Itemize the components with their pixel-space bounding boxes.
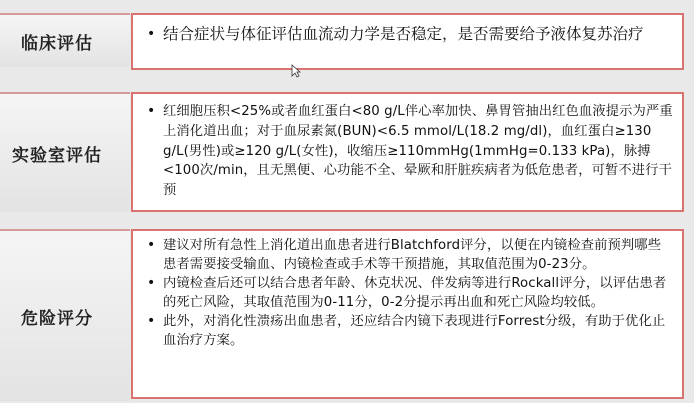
bullet-icon: • bbox=[147, 237, 156, 253]
lab-assessment-text: 红细胞压积<25%或者血红蛋白<80 g/L伴心率加快、鼻胃管抽出红色血液提示为严重上消化道出血；对于血尿素氮(BUN)<6.5 mmol/L(18.2 mg/dl)，血红蛋白≥130 g/L(男性)或≥120 g/L(女性)，收缩压≥110mmHg(1mmHg=0.133 kPa)，脉搏<100次/min，且无黑便、心功能不全、晕厥和肝脏疾病者为低危患者，可暂不进行干预 bbox=[163, 104, 673, 199]
lab-assessment-list bbox=[141, 102, 674, 201]
list-item bbox=[141, 312, 674, 350]
lab-assessment-box bbox=[131, 92, 684, 212]
bullet-icon: • bbox=[147, 275, 156, 291]
risk-score-label: 危险评分 bbox=[21, 308, 93, 329]
blatchford-text: 建议对所有急性上消化道出血患者进行Blatchford评分，以便在内镜检查前预判哪些患者需要接受输血、内镜检查或手术等干预措施，其取值范围为0-23分。 bbox=[163, 238, 662, 272]
clinical-assessment-text: 结合症状与体征评估血流动力学是否稳定，是否需要给予液体复苏治疗 bbox=[163, 25, 644, 43]
list-item bbox=[141, 102, 674, 201]
lab-assessment-label: 实验室评估 bbox=[12, 145, 102, 166]
bullet-icon: • bbox=[147, 26, 156, 42]
clinical-assessment-label: 临床评估 bbox=[21, 33, 93, 54]
risk-score-list bbox=[141, 236, 674, 350]
bullet-icon: • bbox=[147, 313, 156, 329]
risk-score-box bbox=[131, 229, 684, 399]
lab-assessment-label-block bbox=[0, 92, 130, 212]
clinical-assessment-label-block bbox=[0, 13, 130, 67]
clinical-assessment-box bbox=[131, 13, 684, 70]
list-item bbox=[141, 24, 672, 45]
list-item bbox=[141, 236, 674, 274]
forrest-text: 此外，对消化性溃疡出血患者，还应结合内镜下表现进行Forrest分级，有助于优化止血治疗方案。 bbox=[163, 314, 666, 348]
clinical-assessment-list bbox=[141, 24, 672, 45]
clinical-assessment-row bbox=[0, 0, 694, 74]
rockall-text: 内镜检查后还可以结合患者年龄、休克状况、伴发病等进行Rockall评分，以评估患者的死亡风险，其取值范围为0-11分，0-2分提示再出血和死亡风险均较低。 bbox=[163, 276, 667, 310]
list-item bbox=[141, 274, 674, 312]
risk-score-label-block bbox=[0, 229, 130, 401]
bullet-icon: • bbox=[147, 103, 156, 119]
text-cursor-icon bbox=[291, 64, 301, 78]
